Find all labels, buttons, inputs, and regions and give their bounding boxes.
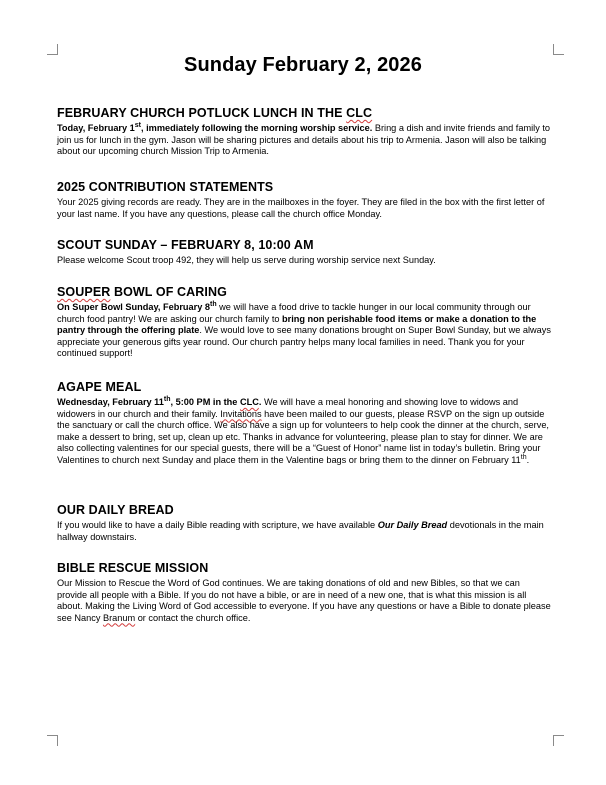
section-heading: AGAPE MEAL — [57, 380, 142, 394]
section-contribution-statements — [57, 180, 552, 220]
section-agape-meal — [57, 380, 552, 466]
section-souper-bowl — [57, 285, 552, 360]
section-heading: BIBLE RESCUE MISSION — [57, 561, 209, 575]
section-heading: SOUPER BOWL OF CARING — [57, 285, 227, 299]
section-potluck — [57, 106, 552, 158]
section-body: On Super Bowl Sunday, February 8th we will have a food drive to tackle hunger in our local community through our church food pantry! We are asking our church family to bring non perishable food items or make a donation to the pantry through the offering plate. We would love to see many donations brought on Super Bowl Sunday, but we always appreciate your generous gifts year round. Our church pantry helps many local families in need. Thank you for your continued support! — [57, 301, 551, 358]
section-body: Today, February 1st, immediately following the morning worship service. Bring a dish and invite friends and family to join us for lunch in the gym. Jason will be sharing pictures and details about his trip to Armenia. Jason will also be talking about our upcoming church Mission Trip to Armenia. — [57, 122, 551, 156]
section-body: Your 2025 giving records are ready. They are in the mailboxes in the foyer. They are filed in the box with the first letter of your last name. If you have any questions, please call the church office Monday. — [57, 197, 545, 219]
section-bible-rescue — [57, 561, 552, 624]
section-heading: FEBRUARY CHURCH POTLUCK LUNCH IN THE CLC — [57, 106, 373, 120]
section-heading: 2025 CONTRIBUTION STATEMENTS — [57, 180, 274, 194]
section-daily-bread — [57, 503, 552, 543]
page-title: Sunday February 2, 2026 — [184, 54, 422, 76]
section-body: If you would like to have a daily Bible reading with scripture, we have available Our Daily Bread devotionals in the main hallway downstairs. — [57, 520, 544, 542]
crop-mark-bottom-right — [553, 735, 564, 746]
section-scout-sunday — [57, 238, 552, 267]
section-heading: SCOUT SUNDAY – FEBRUARY 8, 10:00 AM — [57, 238, 314, 252]
crop-mark-bottom-left — [47, 735, 58, 746]
section-body: Please welcome Scout troop 492, they will help us serve during worship service next Sunday. — [57, 255, 436, 265]
section-body: Our Mission to Rescue the Word of God continues. We are taking donations of old and new Bibles, so that we can provide all people with a Bible. If you do not have a bible, or are in need of a new one, that is what this mission is all about. Making the Living Word of God accessible to everyone. If you have any questions or have a Bible to donate please see Nancy Branum or contact the church office. — [57, 578, 551, 623]
section-heading: OUR DAILY BREAD — [57, 503, 174, 517]
section-body: Wednesday, February 11th, 5:00 PM in the CLC. We will have a meal honoring and showing love to widows and widowers in our church and their family. Invitations have been mailed to our guests, please RSVP on the sign up outside the sanctuary or call the church office. We also have a sign up for volunteers to help cook the dinner at the church, serve, make a dessert to bring, set up, clean up etc. Thanks in advance for volunteering, please plan to stay for dinner. We are also collecting valentines for our special guests, there will be a “Guest of Honor” name list in today’s bulletin. Bring your Valentines to church next Sunday and place them in the Valentine bags or bring them to the dinner on February 11th. — [57, 396, 549, 465]
